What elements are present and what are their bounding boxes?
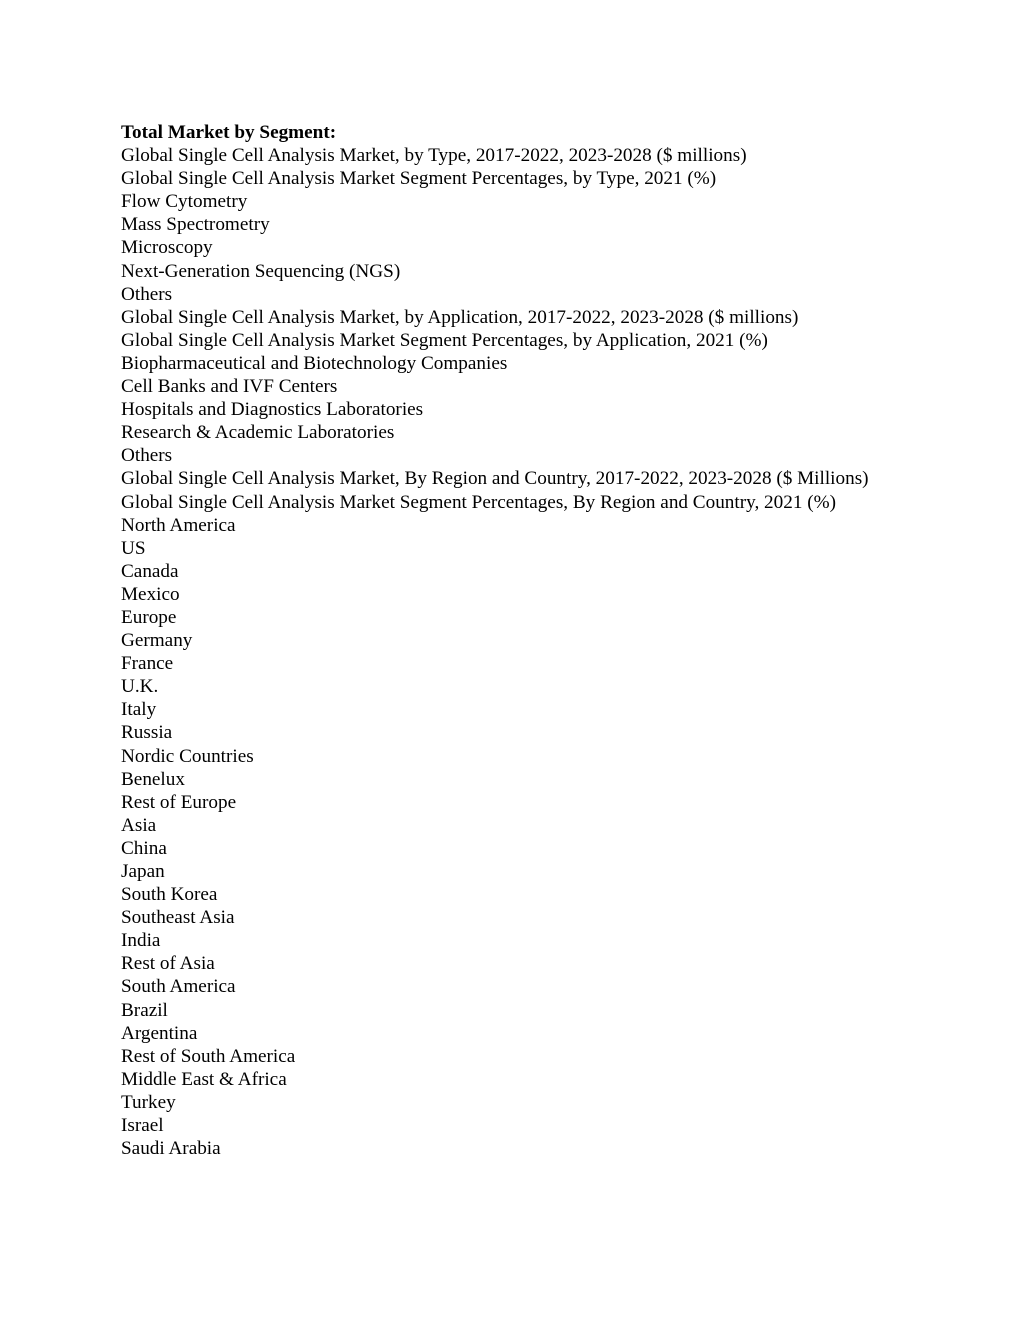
list-item: Germany bbox=[121, 630, 193, 652]
list-item: Others bbox=[121, 445, 173, 467]
list-item: Russia bbox=[121, 722, 173, 744]
list-item: Mexico bbox=[121, 583, 180, 605]
list-item: Turkey bbox=[121, 1091, 176, 1113]
list-item: Middle East & Africa bbox=[121, 1068, 287, 1090]
list-item: South Korea bbox=[121, 884, 218, 906]
document-body bbox=[121, 121, 901, 1160]
list-item: Cell Banks and IVF Centers bbox=[121, 376, 338, 398]
list-item: Italy bbox=[121, 699, 157, 721]
list-item: Next-Generation Sequencing (NGS) bbox=[121, 260, 401, 282]
list-item: India bbox=[121, 930, 161, 952]
section-heading: Total Market by Segment: bbox=[121, 122, 337, 143]
list-item: US bbox=[121, 537, 146, 559]
list-item: Saudi Arabia bbox=[121, 1138, 221, 1160]
list-item: Canada bbox=[121, 560, 179, 582]
list-item: U.K. bbox=[121, 676, 159, 698]
list-item: South America bbox=[121, 976, 236, 998]
list-item: France bbox=[121, 653, 174, 675]
list-item: Rest of South America bbox=[121, 1045, 296, 1067]
type-market-title: Global Single Cell Analysis Market, by Type, 2017-2022, 2023-2028 ($ millions) bbox=[121, 145, 747, 167]
list-item: Rest of Asia bbox=[121, 953, 215, 975]
application-market-title: Global Single Cell Analysis Market, by Application, 2017-2022, 2023-2028 ($ millions) bbox=[121, 306, 799, 328]
list-item: Nordic Countries bbox=[121, 745, 254, 767]
list-item: Rest of Europe bbox=[121, 791, 237, 813]
list-item: Biopharmaceutical and Biotechnology Companies bbox=[121, 352, 508, 374]
list-item: Microscopy bbox=[121, 237, 213, 259]
list-item: Others bbox=[121, 283, 173, 305]
application-percent-title: Global Single Cell Analysis Market Segment Percentages, by Application, 2021 (%) bbox=[121, 329, 768, 351]
list-item: Japan bbox=[121, 861, 165, 882]
list-item: Benelux bbox=[121, 768, 185, 790]
list-item: Argentina bbox=[121, 1022, 198, 1044]
list-item: Hospitals and Diagnostics Laboratories bbox=[121, 399, 424, 421]
list-item: Southeast Asia bbox=[121, 907, 235, 929]
type-percent-title: Global Single Cell Analysis Market Segment Percentages, by Type, 2021 (%) bbox=[121, 168, 717, 190]
application-list bbox=[121, 352, 901, 467]
list-item: Flow Cytometry bbox=[121, 191, 248, 213]
list-item: Israel bbox=[121, 1115, 164, 1137]
list-item: Europe bbox=[121, 606, 177, 628]
list-item: Brazil bbox=[121, 999, 168, 1021]
region-list bbox=[121, 514, 901, 1161]
region-percent-title: Global Single Cell Analysis Market Segment Percentages, By Region and Country, 2021 (%) bbox=[121, 491, 836, 513]
list-item: North America bbox=[121, 514, 236, 536]
list-item: China bbox=[121, 837, 167, 859]
list-item: Asia bbox=[121, 814, 157, 836]
region-market-title: Global Single Cell Analysis Market, By Region and Country, 2017-2022, 2023-2028 ($ Millions) bbox=[121, 468, 869, 490]
list-item: Mass Spectrometry bbox=[121, 214, 270, 236]
type-list bbox=[121, 190, 901, 305]
list-item: Research & Academic Laboratories bbox=[121, 422, 395, 444]
